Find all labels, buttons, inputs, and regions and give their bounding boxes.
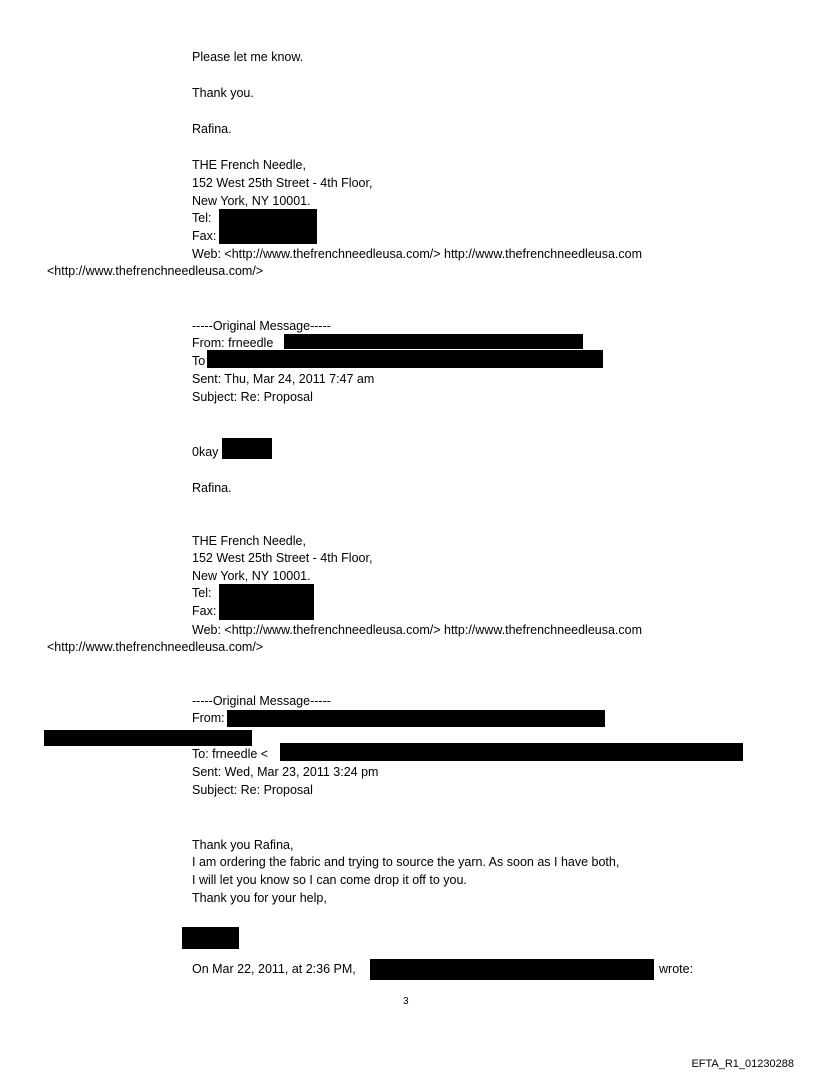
fax-label: Fax: xyxy=(192,229,217,243)
redaction-box xyxy=(284,334,583,349)
message-body-line: I will let you know so I can come drop it off to you. xyxy=(192,873,467,887)
message-from: From: xyxy=(192,711,225,725)
message-subject: Subject: Re: Proposal xyxy=(192,390,313,404)
redaction-box xyxy=(227,710,605,727)
message-body-line: Thank you Rafina, xyxy=(192,838,294,852)
redaction-box xyxy=(219,584,314,620)
company-street: 152 West 25th Street - 4th Floor, xyxy=(192,551,373,565)
web-line: Web: <http://www.thefrenchneedleusa.com/> http://www.thefrenchneedleusa.com xyxy=(192,623,643,637)
message-body-okay: 0kay xyxy=(192,445,219,459)
company-name: THE French Needle, xyxy=(192,534,306,548)
tel-label: Tel: xyxy=(192,586,212,600)
redaction-box xyxy=(219,209,317,244)
signature-rafina: Rafina. xyxy=(192,122,232,136)
redaction-box xyxy=(280,743,743,761)
redaction-box xyxy=(222,438,272,459)
message-subject: Subject: Re: Proposal xyxy=(192,783,313,797)
web-line: Web: <http://www.thefrenchneedleusa.com/> http://www.thefrenchneedleusa.com xyxy=(192,247,643,261)
quote-intro-suffix: wrote: xyxy=(659,962,694,976)
quote-intro-prefix: On Mar 22, 2011, at 2:36 PM, xyxy=(192,962,356,976)
company-street: 152 West 25th Street - 4th Floor, xyxy=(192,176,373,190)
original-message-header: -----Original Message----- xyxy=(192,694,331,708)
message-from: From: frneedle xyxy=(192,336,274,350)
signature-rafina: Rafina. xyxy=(192,481,232,495)
web-line-continued: <http://www.thefrenchneedleusa.com/> xyxy=(47,264,264,278)
body-text-please: Please let me know. xyxy=(192,50,304,64)
page-number: 3 xyxy=(403,996,409,1007)
message-body-line: Thank you for your help, xyxy=(192,891,327,905)
company-city: New York, NY 10001. xyxy=(192,194,311,208)
redaction-box xyxy=(44,730,252,746)
company-city: New York, NY 10001. xyxy=(192,569,311,583)
message-body-line: I am ordering the fabric and trying to source the yarn. As soon as I have both, xyxy=(192,855,620,869)
message-to: To xyxy=(192,354,206,368)
fax-label: Fax: xyxy=(192,604,217,618)
document-id: EFTA_R1_01230288 xyxy=(691,1058,794,1070)
message-to: To: frneedle < xyxy=(192,747,269,761)
body-text-thanks: Thank you. xyxy=(192,86,254,100)
redaction-box xyxy=(182,927,239,949)
original-message-header: -----Original Message----- xyxy=(192,319,331,333)
web-line-continued: <http://www.thefrenchneedleusa.com/> xyxy=(47,640,264,654)
message-sent: Sent: Thu, Mar 24, 2011 7:47 am xyxy=(192,372,375,386)
tel-label: Tel: xyxy=(192,211,212,225)
redaction-box xyxy=(207,350,603,368)
redaction-box xyxy=(370,959,654,980)
company-name: THE French Needle, xyxy=(192,158,306,172)
message-sent: Sent: Wed, Mar 23, 2011 3:24 pm xyxy=(192,765,379,779)
